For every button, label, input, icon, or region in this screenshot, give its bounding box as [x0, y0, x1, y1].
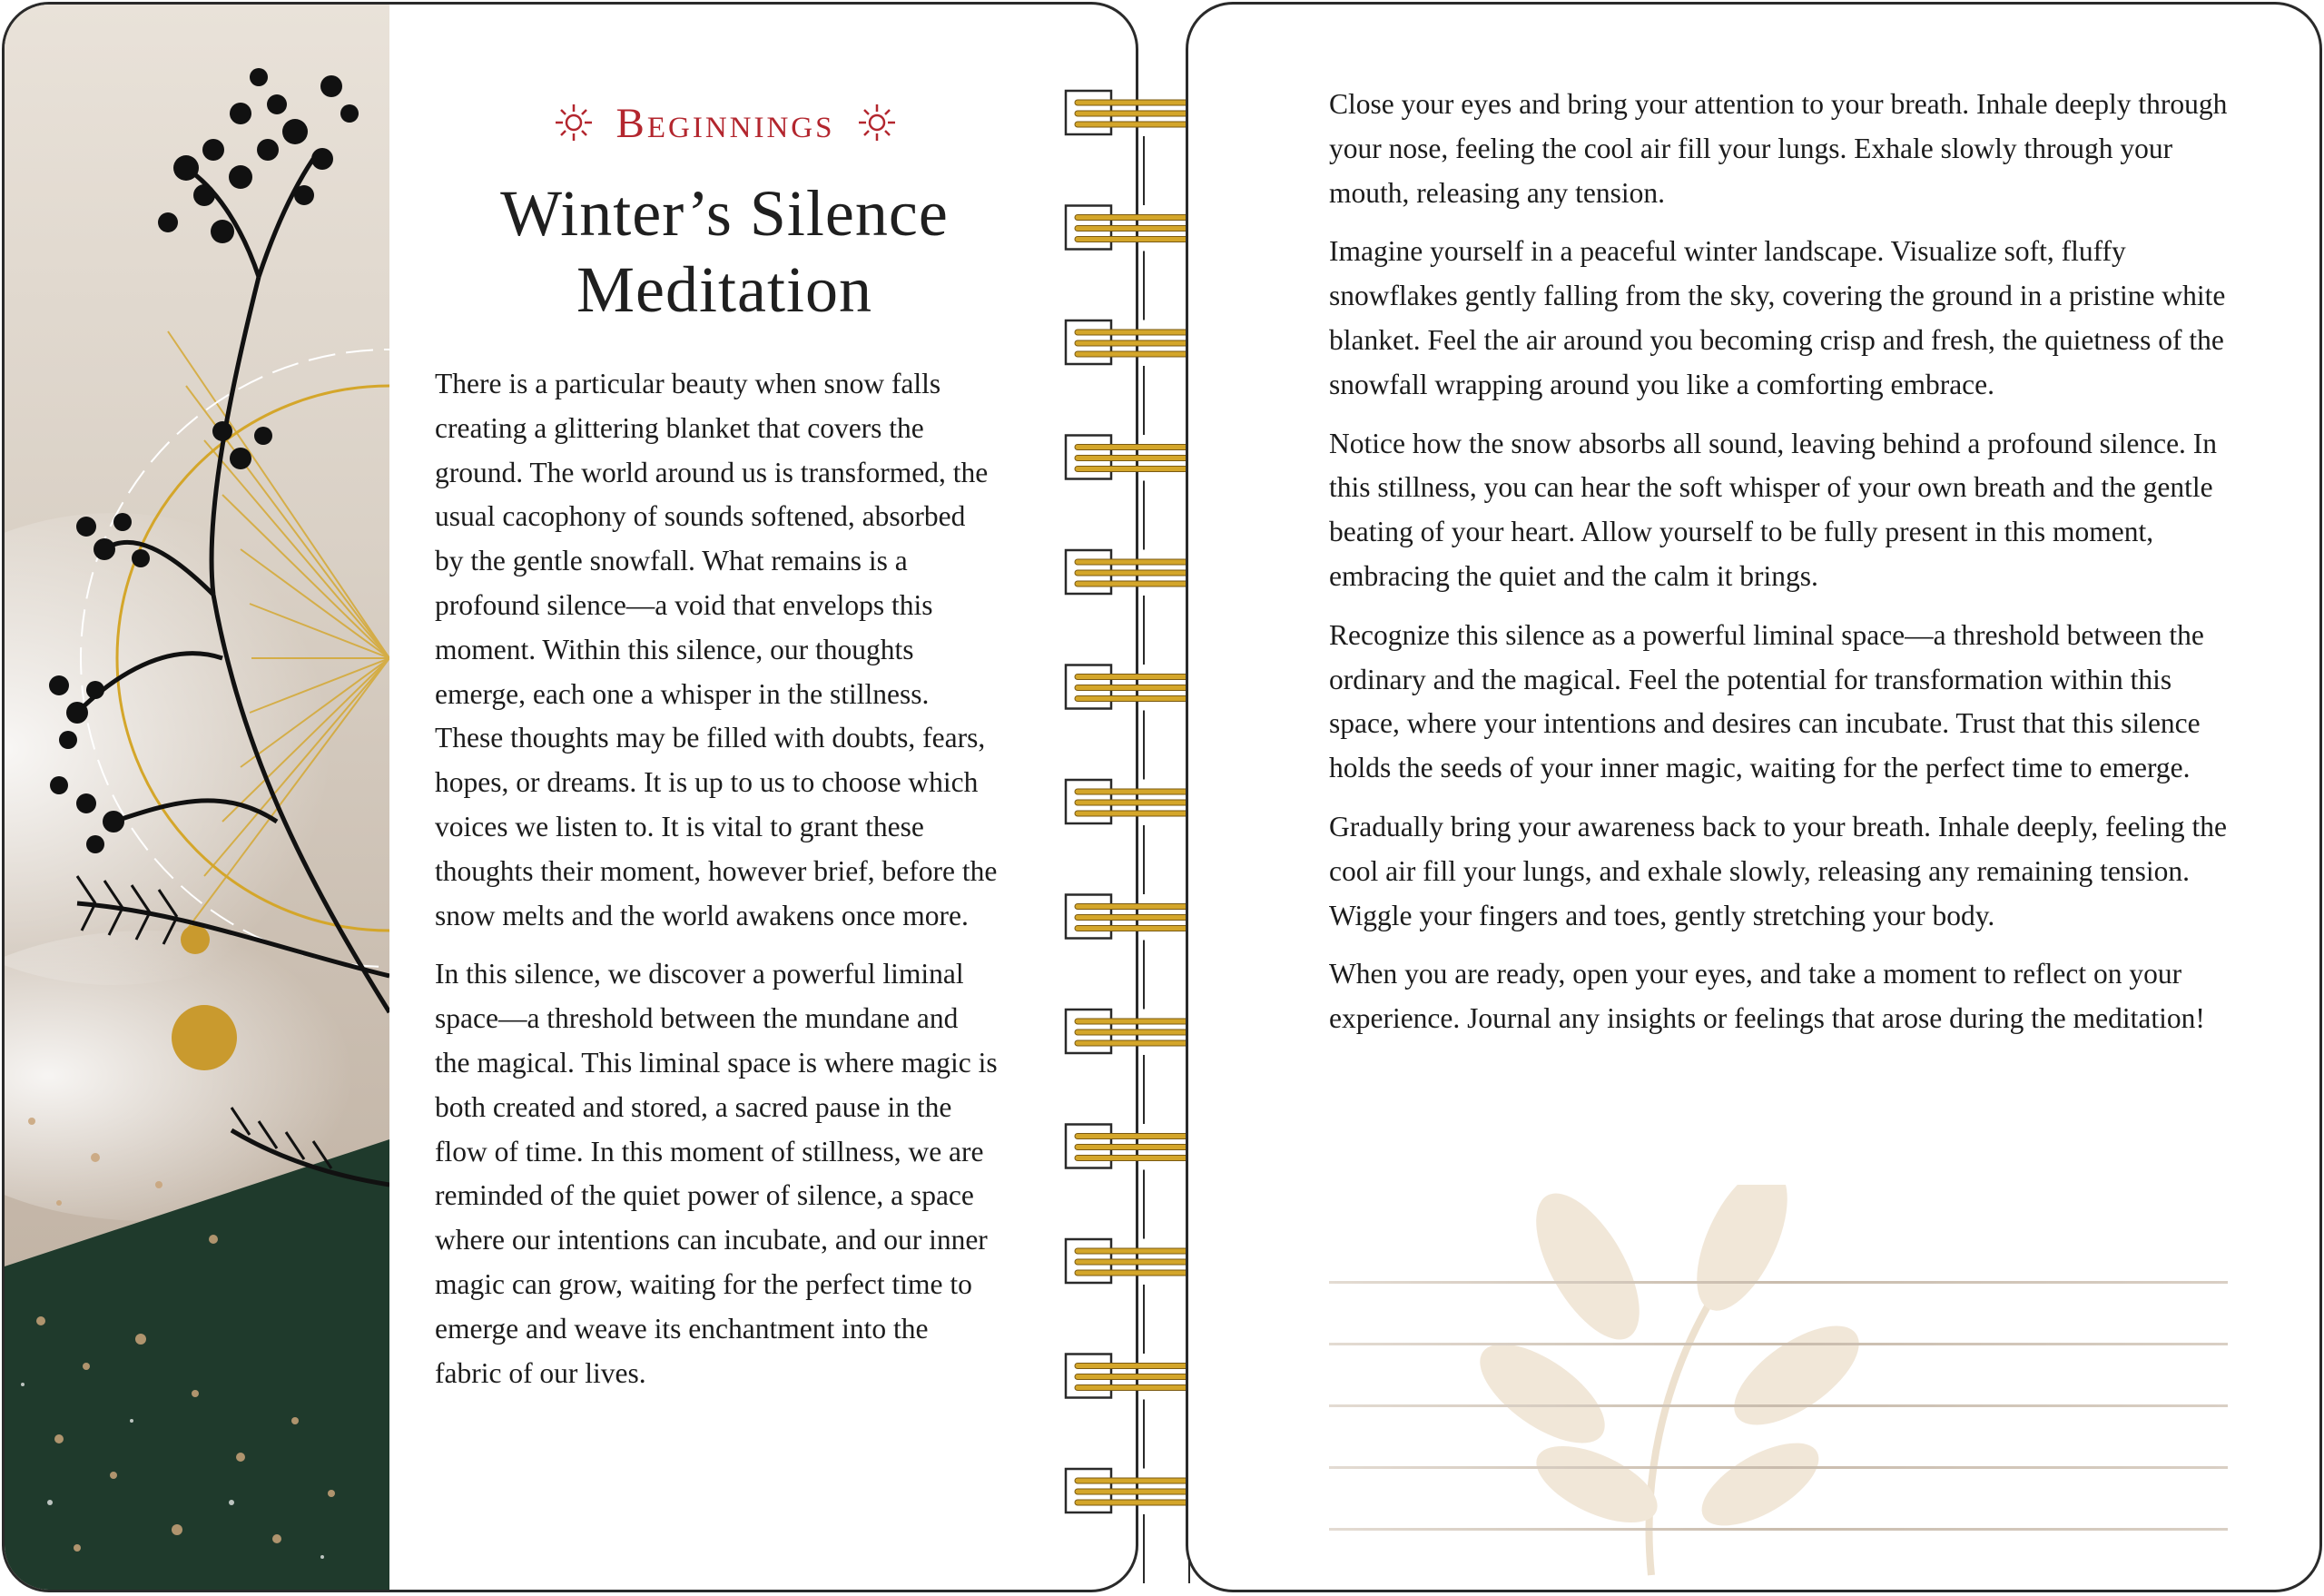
- body-paragraph: In this silence, we discover a powerful liminal space—a threshold between the mundane and the magical. This liminal space is where magic is both created and stored, a sacred pause in the flow of time. In this moment of stillness, we are reminded of the quiet power of silence, a space where our intentions can incubate, and our inner magic can grow, waiting for the perfect time to emerge and weave its enchantment into the fabric of our lives.: [435, 958, 998, 1389]
- journal-line[interactable]: [1329, 1466, 2228, 1469]
- body-paragraph: Imagine yourself in a peaceful winter landscape. Visualize soft, fluffy snowflakes gently falling from the sky, covering the ground in a pristine white blanket. Feel the air around you becoming crisp and fresh, the quietness of the snowfall wrapping around you like a comforting embrace.: [1329, 235, 2226, 400]
- body-paragraph: When you are ready, open your eyes, and take a moment to reflect on your experience. Journal any insights or feelings that arose during the meditation!: [1329, 958, 2205, 1035]
- body-paragraph: Notice how the snow absorbs all sound, leaving behind a profound silence. In this stillness, you can hear the soft whisper of your own breath and the gentle beating of your heart. Allow yourself to be fully present in this moment, embracing the quiet and the calm it brings.: [1329, 427, 2218, 592]
- sun-ornament-icon: [857, 103, 897, 143]
- body-paragraph: There is a particular beauty when snow falls creating a glittering blanket that covers the ground. The world around us is transformed, the usual cacophony of sounds softened, absorbed by the gentle snowfall. What remains is a profound silence—a void that envelops this moment. Within this silence, our thoughts emerge, each one a whisper in the stillness. These thoughts may be filled with doubts, fears, hopes, or dreams. It is up to us to choose which voices we listen to. It is vital to grant these thoughts their moment, however brief, before the snow melts and the world awakens once more.: [435, 368, 998, 931]
- left-page-text: [435, 95, 998, 1410]
- body-paragraph: Close your eyes and bring your attention to your breath. Inhale deeply through your nose, feeling the cool air fill your lungs. Exhale slowly through your mouth, releasing any tension.: [1329, 88, 2228, 209]
- sun-ornament-icon: [554, 103, 594, 143]
- right-page-text: [1329, 83, 2237, 1056]
- journal-line[interactable]: [1329, 1404, 2228, 1407]
- title-line-2: Meditation: [576, 253, 872, 326]
- page-title: [451, 175, 998, 328]
- journal-lines[interactable]: [1329, 1276, 2228, 1566]
- botanical-illustration: [5, 5, 389, 1590]
- body-paragraph: Recognize this silence as a powerful liminal space—a threshold between the ordinary and the magical. Feel the potential for transformation within this space, where your intentions and desires can incubate. Trust that this silence holds the seeds of your inner magic, waiting for the perfect time to emerge.: [1329, 618, 2204, 784]
- left-page: [2, 2, 1138, 1592]
- journal-line[interactable]: [1329, 1281, 2228, 1284]
- section-header: [435, 95, 998, 152]
- body-paragraph: Gradually bring your awareness back to your breath. Inhale deeply, feeling the cool air fill your lungs, and exhale slowly, releasing any remaining tension. Wiggle your fingers and toes, gently stretching your body.: [1329, 810, 2227, 931]
- title-line-1: Winter’s Silence: [500, 177, 949, 250]
- journal-line[interactable]: [1329, 1528, 2228, 1531]
- section-label: Beginnings: [615, 100, 835, 147]
- right-page: [1186, 2, 2322, 1592]
- journal-line[interactable]: [1329, 1343, 2228, 1345]
